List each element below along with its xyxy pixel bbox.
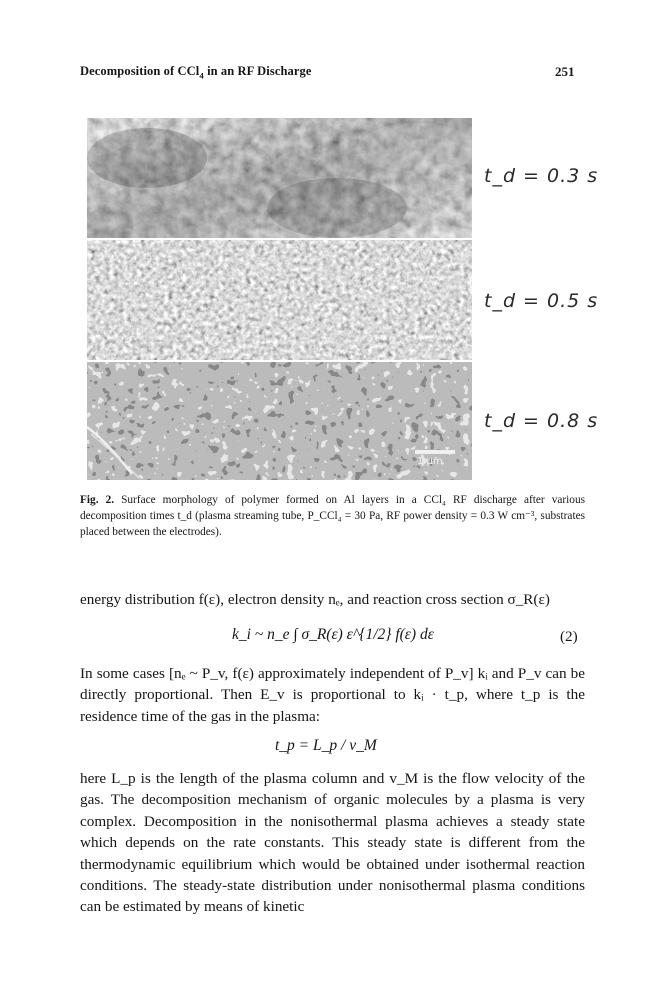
- figure-caption: [80, 492, 585, 540]
- equation-2: k_i ~ n_e ∫ σ_R(ε) ε^{1/2} f(ε) dε: [232, 626, 434, 643]
- timestamp-label-3: t_d = 0.8 s: [484, 410, 599, 432]
- equation-tp: t_p = L_p / v_M: [275, 737, 377, 754]
- micrograph-panel-1: [87, 118, 472, 238]
- micrograph-panel-2: [87, 240, 472, 360]
- running-title: Decomposition of CCl$_4$ in an RF Discharge: [80, 64, 312, 81]
- equation-number: (2): [560, 628, 578, 645]
- timestamp-label-2: t_d = 0.5 s: [484, 290, 599, 312]
- paragraph-3: here L_p is the length of the plasma column and v_M is the flow velocity of the gas. The decomposition mechanism of organic molecules by a plasma is very complex. Decomposition in the nonisothermal plasma achieves a steady state which depends on the rate constants. This steady state is different from the thermodynamic equilibrium which would be obtained under isothermal reaction conditions. The steady-state distribution under nonisothermal plasma conditions can be estimated by means of kinetic: [80, 770, 585, 916]
- caption-text: Surface morphology of polymer formed on Al layers in a CCl₄ RF discharge after various decomposition times t_d (plasma streaming tube, P_CCl₄ = 30 Pa, RF power density = 0.3 W cm⁻³, substrates placed between the electrodes).: [80, 494, 586, 538]
- paragraph-2: In some cases [nₑ ~ P_v, f(ε) approximately independent of P_v] kᵢ and P_v can be directly proportional. Then E_v is proportional to kᵢ · t_p, where t_p is the residence time of the gas in the plasma:: [80, 665, 585, 725]
- micrograph-panel-3: [87, 362, 472, 480]
- body-line-1: energy distribution f(ε), electron density nₑ, and reaction cross section σ_R(ε): [80, 591, 550, 608]
- page-number: 251: [555, 64, 575, 79]
- scale-bar-label: 1 μm: [417, 456, 443, 467]
- caption-label: Fig. 2.: [80, 494, 115, 506]
- timestamp-label-1: t_d = 0.3 s: [484, 165, 599, 187]
